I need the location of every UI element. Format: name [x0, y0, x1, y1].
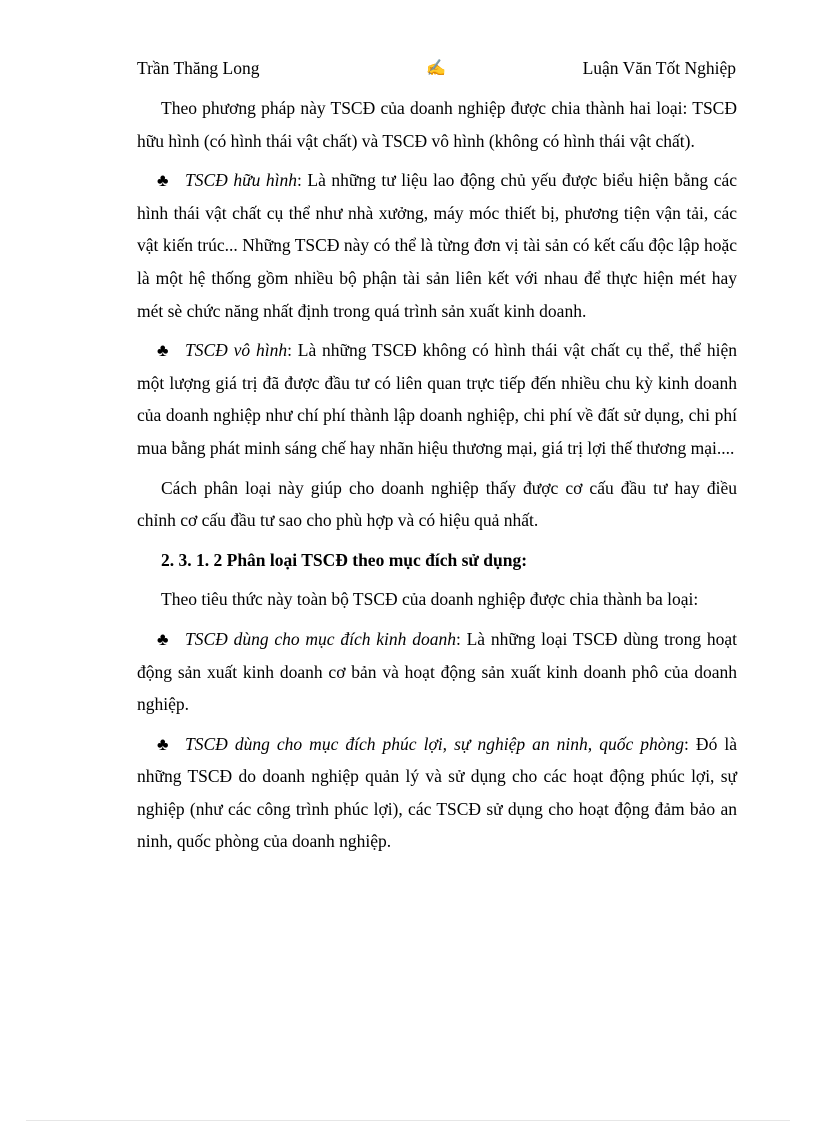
bullet-text: : Là những tư liệu lao động chủ yếu được biểu hiện bằng các hình thái vật chất cụ thể như nhà xưởng, máy móc thiết bị, phương tiện vận tải, các vật kiến trúc... Những TSCĐ này có thể là từng đơn vị tài sản có kết cấu độc lập hoặc là một hệ thống gồm nhiều bộ phận tài sản liên kết với nhau để thực hiện mét hay mét sè chức năng nhất định trong quá trình sản xuất kinh doanh. [137, 170, 737, 321]
club-bullet-icon: ♣ [157, 733, 169, 754]
writing-hand-icon: ✍ [426, 60, 446, 77]
bullet-term: TSCĐ dùng cho mục đích phúc lợi, sự nghiệp an ninh, quốc phòng [185, 733, 685, 754]
bullet-text: : Là những loại TSCĐ dùng trong hoạt động sản xuất kinh doanh cơ bản và hoạt động sản xuất kinh doanh phô của doanh nghiệp. [137, 628, 737, 715]
header-author: Trần Thăng Long [137, 58, 260, 78]
bullet-tangible-assets [137, 164, 737, 327]
header-title: Luận Văn Tốt Nghiệp [582, 58, 736, 78]
bullet-welfare-assets [137, 728, 737, 858]
paragraph-intro: Theo phương pháp này TSCĐ của doanh nghiệp được chia thành hai loại: TSCĐ hữu hình (có hình thái vật chất) và TSCĐ vô hình (không có hình thái vật chất). [137, 98, 737, 151]
bullet-term: TSCĐ hữu hình [185, 170, 298, 191]
bullet-term: TSCĐ dùng cho mục đích kinh doanh [185, 628, 456, 649]
bullet-text: : Đó là những TSCĐ do doanh nghiệp quản lý và sử dụng cho các hoạt động phúc lợi, sự nghiệp (như các công trình phúc lợi), các TSCĐ sử dụng cho hoạt động đảm bảo an ninh, quốc phòng của doanh nghiệp. [137, 733, 737, 852]
bullet-intangible-assets [137, 334, 737, 464]
bullet-business-assets [137, 623, 737, 721]
club-bullet-icon: ♣ [157, 628, 169, 649]
paragraph-classification: Cách phân loại này giúp cho doanh nghiệp thấy được cơ cấu đầu tư hay điều chỉnh cơ cấu đầu tư sao cho phù hợp và có hiệu quả nhất. [137, 477, 737, 531]
club-bullet-icon: ♣ [157, 170, 169, 191]
section-heading: 2. 3. 1. 2 Phân loại TSCĐ theo mục đích sử dụng: [161, 549, 528, 570]
page-bottom-divider [26, 1120, 790, 1121]
paragraph-criteria: Theo tiêu thức này toàn bộ TSCĐ của doanh nghiệp được chia thành ba loại: [161, 589, 699, 610]
bullet-text: : Là những TSCĐ không có hình thái vật chất cụ thể, thể hiện một lượng giá trị đã được đầu tư có liên quan trực tiếp đến nhiều chu kỳ kinh doanh của doanh nghiệp như chí phí thành lập doanh nghiệp, chi phí về đất sử dụng, chi phí mua bằng phát minh sáng chế hay nhãn hiệu thương mại, giá trị lợi thế thương mại.... [137, 340, 737, 458]
document-body [137, 92, 737, 865]
page-header [137, 58, 736, 84]
club-bullet-icon: ♣ [157, 340, 169, 361]
bullet-term: TSCĐ vô hình [185, 340, 288, 361]
